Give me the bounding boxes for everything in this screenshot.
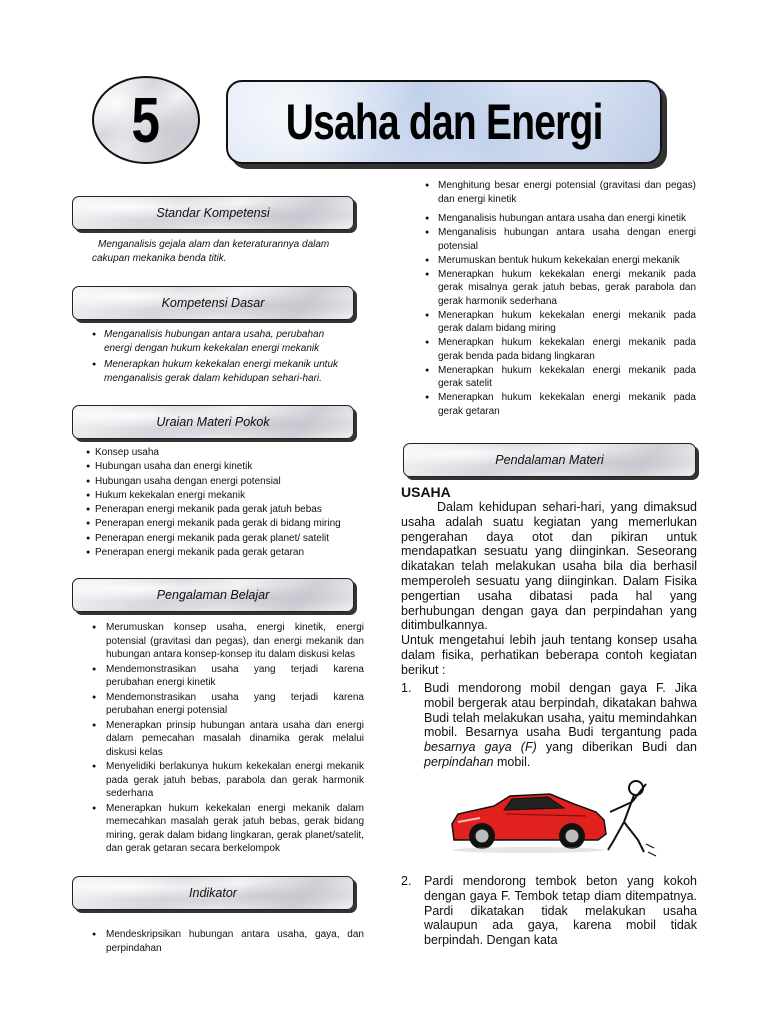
stick-figure-icon xyxy=(608,781,656,856)
list-item: ● Mendemonstrasikan usaha yang terjadi karena perubahan energi potensial xyxy=(88,691,364,718)
kompetensi-dasar-heading: Kompetensi Dasar xyxy=(72,286,354,320)
list-item: ● Penerapan energi mekanik pada gerak planet/ satelit xyxy=(86,532,356,546)
list-item: ● Konsep usaha xyxy=(86,446,356,460)
list-item: ● Menerapkan hukum kekekalan energi mekanik untuk menganalisis gerak dalam kehidupan sehari-hari. xyxy=(92,358,354,385)
list-item: ● Penerapan energi mekanik pada gerak jatuh bebas xyxy=(86,503,356,517)
list-item: ● Menerapkan hukum kekekalan energi mekanik pada gerak benda pada bidang lingkaran xyxy=(424,336,696,363)
list-item: ● Menerapkan hukum kekekalan energi mekanik dalam memecahkan masalah gerak jatuh bebas, gerak bidang miring, gerak dalam bidang lingkaran, gerak planet/satelit, dan gerak getaran secara berkelompok xyxy=(88,802,364,856)
standar-kompetensi-text: Menganalisis gejala alam dan keteraturannya dalam cakupan mekanika benda titik. xyxy=(92,239,330,264)
car-pushing-illustration xyxy=(446,778,686,864)
list-item: ● Menerapkan hukum kekekalan energi mekanik pada gerak dalam bidang miring xyxy=(424,309,696,336)
standar-kompetensi-heading: Standar Kompetensi xyxy=(72,196,354,230)
list-item: ● Menerapkan hukum kekekalan energi mekanik pada gerak misalnya gerak jatuh bebas, gerak parabola dan gerak harmonik sederhana xyxy=(424,268,696,309)
list-item: ● Mendemonstrasikan usaha yang terjadi karena perubahan energi kinetik xyxy=(88,663,364,690)
red-car-icon xyxy=(452,794,606,853)
list-item: ● Merumuskan konsep usaha, energi kinetik, energi potensial (gravitasi dan pegas), dan energi mekanik dan hubungan antara konsep-konsep itu dalam diskusi kelas xyxy=(88,621,364,662)
list-item: ● Menghitung besar energi potensial (gravitasi dan pegas) dan energi kinetik xyxy=(424,179,696,206)
pendalaman-materi-heading: Pendalaman Materi xyxy=(403,443,696,477)
kompetensi-dasar-list xyxy=(92,328,354,385)
list-item: ● Merumuskan bentuk hukum kekekalan energi mekanik xyxy=(424,254,696,268)
indikator-heading: Indikator xyxy=(72,876,354,910)
list-item: ● Menganalisis hubungan antara usaha dan energi kinetik xyxy=(424,212,696,226)
list-item: ● Mendeskripsikan hubungan antara usaha, gaya, dan perpindahan xyxy=(88,928,364,955)
list-item: ● Menerapkan hukum kekekalan energi mekanik pada gerak getaran xyxy=(424,391,696,418)
usaha-paragraph-2: Untuk mengetahui lebih jauh tentang konsep usaha dalam fisika, perhatikan beberapa contoh kegiatan berikut : xyxy=(401,633,697,677)
indikator-list-right xyxy=(424,179,696,419)
list-item: ● Menganalisis hubungan antara usaha dengan energi potensial xyxy=(424,226,696,253)
uraian-materi-heading: Uraian Materi Pokok xyxy=(72,405,354,439)
pengalaman-belajar-heading: Pengalaman Belajar xyxy=(72,578,354,612)
list-item: ● Hukum kekekalan energi mekanik xyxy=(86,489,356,503)
chapter-number: 5 xyxy=(131,84,161,156)
uraian-materi-list xyxy=(86,446,356,560)
list-item: ● Penerapan energi mekanik pada gerak di bidang miring xyxy=(86,517,356,531)
list-item: ● Penerapan energi mekanik pada gerak getaran xyxy=(86,546,356,560)
chapter-title: Usaha dan Energi xyxy=(285,94,603,150)
chapter-title-box xyxy=(226,80,662,164)
chapter-badge xyxy=(92,76,200,164)
list-item: ● Hubungan usaha dan energi kinetik xyxy=(86,460,356,474)
list-item: ● Menyelidiki berlakunya hukum kekekalan energi mekanik pada gerak jatuh bebas, parabola dan gerak harmonik sederhana xyxy=(88,760,364,801)
pengalaman-belajar-list xyxy=(88,621,364,857)
example-item-2: 2. Pardi mendorong tembok beton yang kokoh dengan gaya F. Tembok tetap diam ditempatnya. Pardi dikatakan tidak melakukan usaha walaupun ada gaya, karena mobil tidak berpindah. Dengan kata xyxy=(401,874,697,948)
list-item: ● Menerapkan prinsip hubungan antara usaha dan energi dalam pemecahan masalah dinamika gerak melalui diskusi kelas xyxy=(88,719,364,760)
example-item-1: 1. Budi mendorong mobil dengan gaya F. Jika mobil bergerak atau berpindah, dikatakan bahwa Budi telah melakukan usaha, yaitu memindahkan mobil. Besarnya usaha Budi tergantung pada besarnya gaya (F) yang diberikan Budi dan perpindahan mobil. xyxy=(401,681,697,769)
list-item: ● Hubungan usaha dengan energi potensial xyxy=(86,475,356,489)
usaha-paragraph-1: Dalam kehidupan sehari-hari, yang dimaksud usaha adalah suatu kegiatan yang memerlukan pengerahan daya otot dan pikiran untuk mendapatkan sesuatu yang diinginkan. Seseorang dikatakan telah melakukan usaha bila dia berhasil memperoleh sesuatu yang diinginkan. Dalam Fisika pengertian usaha dibatasi pada hal yang berhubungan dengan gaya dan perpindahan yang ditimbulkannya. xyxy=(401,500,697,633)
list-item: ● Menganalisis hubungan antara usaha, perubahan energi dengan hukum kekekalan energi mekanik xyxy=(92,328,354,355)
list-item: ● Menerapkan hukum kekekalan energi mekanik pada gerak satelit xyxy=(424,364,696,391)
usaha-subheading: USAHA xyxy=(401,484,451,500)
indikator-list-left xyxy=(88,928,364,956)
